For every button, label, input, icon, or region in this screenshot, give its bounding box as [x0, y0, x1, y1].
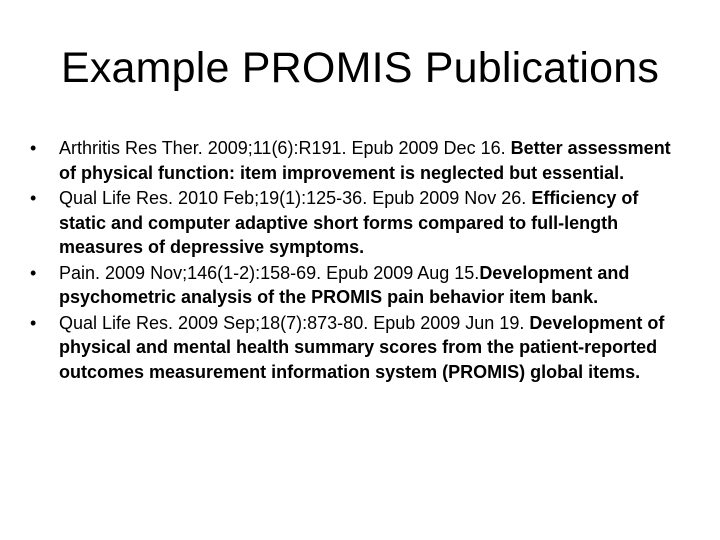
paper-title: Development and psychometric analysis of the PROMIS pain behavior item bank. — [59, 262, 630, 307]
citation-text: Pain. 2009 Nov;146(1-2):158-69. Epub 2009 Aug 15. — [59, 262, 480, 283]
list-item — [30, 186, 680, 260]
paper-title: Development of physical and mental health summary scores from the patient-reported outcomes measurement information system (PROMIS) global items. — [59, 312, 665, 382]
bullet-icon: • — [30, 262, 37, 283]
list-item — [30, 261, 680, 310]
list-item — [30, 136, 680, 185]
list-item — [30, 311, 680, 385]
citation-text: Arthritis Res Ther. 2009;11(6):R191. Epub 2009 Dec 16. — [59, 138, 511, 158]
citation-text: Qual Life Res. 2009 Sep;18(7):873-80. Epub 2009 Jun 19. — [59, 312, 530, 333]
citation-text: Qual Life Res. 2010 Feb;19(1):125-36. Epub 2009 Nov 26. — [59, 188, 532, 208]
bullet-icon: • — [30, 138, 37, 158]
bullet-icon: • — [30, 188, 37, 208]
paper-title: Better assessment of physical function: item improvement is neglected but essential. — [59, 138, 671, 183]
paper-title: Efficiency of static and computer adaptive short forms compared to full-length measures of depressive symptoms. — [59, 188, 639, 257]
slide-title: Example PROMIS Publications — [60, 44, 660, 92]
publication-list — [30, 136, 680, 385]
bullet-icon: • — [30, 312, 37, 333]
